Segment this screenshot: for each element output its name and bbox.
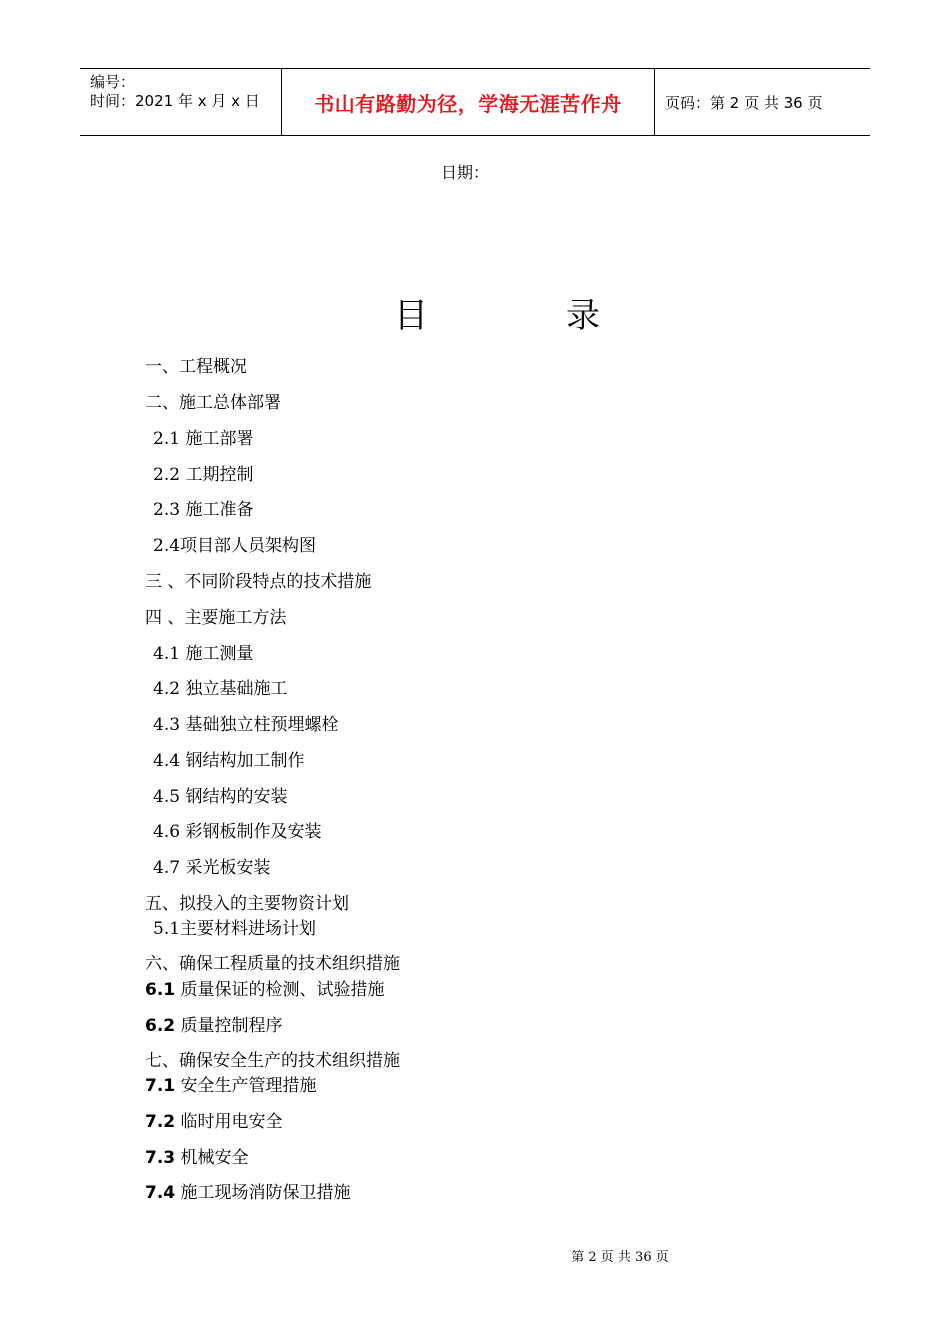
toc-item[interactable]	[145, 952, 400, 976]
toc-item-label: 四 、主要施工方法	[145, 608, 287, 628]
toc-title-char-2: 录	[566, 296, 600, 336]
header-page-info-cell	[655, 69, 870, 135]
toc-item-label: 施工现场消防保卫措施	[175, 1183, 351, 1203]
toc-item-number: 6.2	[145, 1016, 176, 1036]
toc-item[interactable]	[153, 856, 270, 880]
toc-item-label: 4.6 彩钢板制作及安装	[153, 822, 322, 842]
toc-item-label: 4.5 钢结构的安装	[153, 787, 288, 807]
toc-item[interactable]	[145, 1146, 249, 1170]
toc-item[interactable]	[153, 642, 253, 666]
toc-item-label: 4.4 钢结构加工制作	[153, 751, 305, 771]
toc-item-number: 7.2	[145, 1112, 176, 1132]
toc-title-char-1: 目	[394, 296, 428, 336]
toc-item-label: 机械安全	[175, 1148, 249, 1168]
toc-item-label: 临时用电安全	[175, 1112, 283, 1132]
toc-item-label: 4.7 采光板安装	[153, 858, 271, 878]
toc-item-label: 质量保证的检测、试验措施	[175, 980, 385, 1000]
toc-item-label: 五、拟投入的主要物资计划	[145, 894, 349, 914]
time-label: 时间：2021 年 x 月 x 日	[90, 92, 260, 110]
toc-item[interactable]	[153, 677, 287, 701]
toc-item-label: 5.1主要材料进场计划	[153, 919, 317, 939]
date-label: 日期：	[440, 163, 489, 182]
toc-item[interactable]	[153, 427, 253, 451]
toc-item-label: 2.1 施工部署	[153, 429, 254, 449]
toc-item[interactable]	[145, 1074, 317, 1098]
toc-item-label: 4.2 独立基础施工	[153, 679, 288, 699]
toc-item-label: 二、施工总体部署	[145, 393, 281, 413]
toc-item-label: 2.3 施工准备	[153, 500, 254, 520]
toc-item[interactable]	[153, 534, 316, 558]
toc-item[interactable]	[153, 820, 321, 844]
toc-item[interactable]	[145, 391, 281, 415]
toc-item[interactable]	[145, 355, 247, 379]
toc-item[interactable]	[145, 892, 349, 916]
header-motto-cell	[282, 69, 655, 135]
toc-item[interactable]	[153, 498, 253, 522]
toc-item[interactable]	[153, 463, 253, 487]
toc-item[interactable]	[145, 1049, 400, 1073]
header-motto: 书山有路勤为径，学海无涯苦作舟	[314, 91, 622, 116]
toc-item[interactable]	[145, 1014, 283, 1038]
toc-item-label: 六、确保工程质量的技术组织措施	[145, 954, 400, 974]
toc-item-label: 三 、不同阶段特点的技术措施	[145, 572, 372, 592]
toc-item-label: 安全生产管理措施	[175, 1076, 317, 1096]
page-footer: 第 2 页 共 36 页	[571, 1250, 669, 1265]
header-meta	[80, 69, 282, 135]
toc-item[interactable]	[153, 749, 304, 773]
toc-item-label: 4.3 基础独立柱预埋螺栓	[153, 715, 339, 735]
toc-item-number: 6.1	[145, 980, 176, 1000]
toc-item-label: 一、工程概况	[145, 357, 247, 377]
toc-item[interactable]	[145, 1181, 351, 1205]
toc-item-label: 2.4项目部人员架构图	[153, 536, 317, 556]
toc-item-label: 质量控制程序	[175, 1016, 283, 1036]
page-header	[80, 68, 870, 136]
toc-item[interactable]	[153, 785, 287, 809]
toc-item-label: 4.1 施工测量	[153, 644, 254, 664]
toc-item[interactable]	[145, 978, 385, 1002]
toc-item[interactable]	[153, 917, 316, 941]
toc-title	[394, 288, 600, 337]
toc-item[interactable]	[153, 713, 338, 737]
serial-label: 编号：	[90, 73, 136, 91]
toc-item-number: 7.1	[145, 1076, 176, 1096]
toc-item[interactable]	[145, 1110, 283, 1134]
toc-item-label: 七、确保安全生产的技术组织措施	[145, 1051, 400, 1071]
toc-item-label: 2.2 工期控制	[153, 465, 254, 485]
toc-item-number: 7.3	[145, 1148, 176, 1168]
toc-item[interactable]	[145, 570, 371, 594]
header-page-info: 页码：第 2 页 共 36 页	[665, 93, 823, 112]
toc-item[interactable]	[145, 606, 286, 630]
toc-item-number: 7.4	[145, 1183, 176, 1203]
